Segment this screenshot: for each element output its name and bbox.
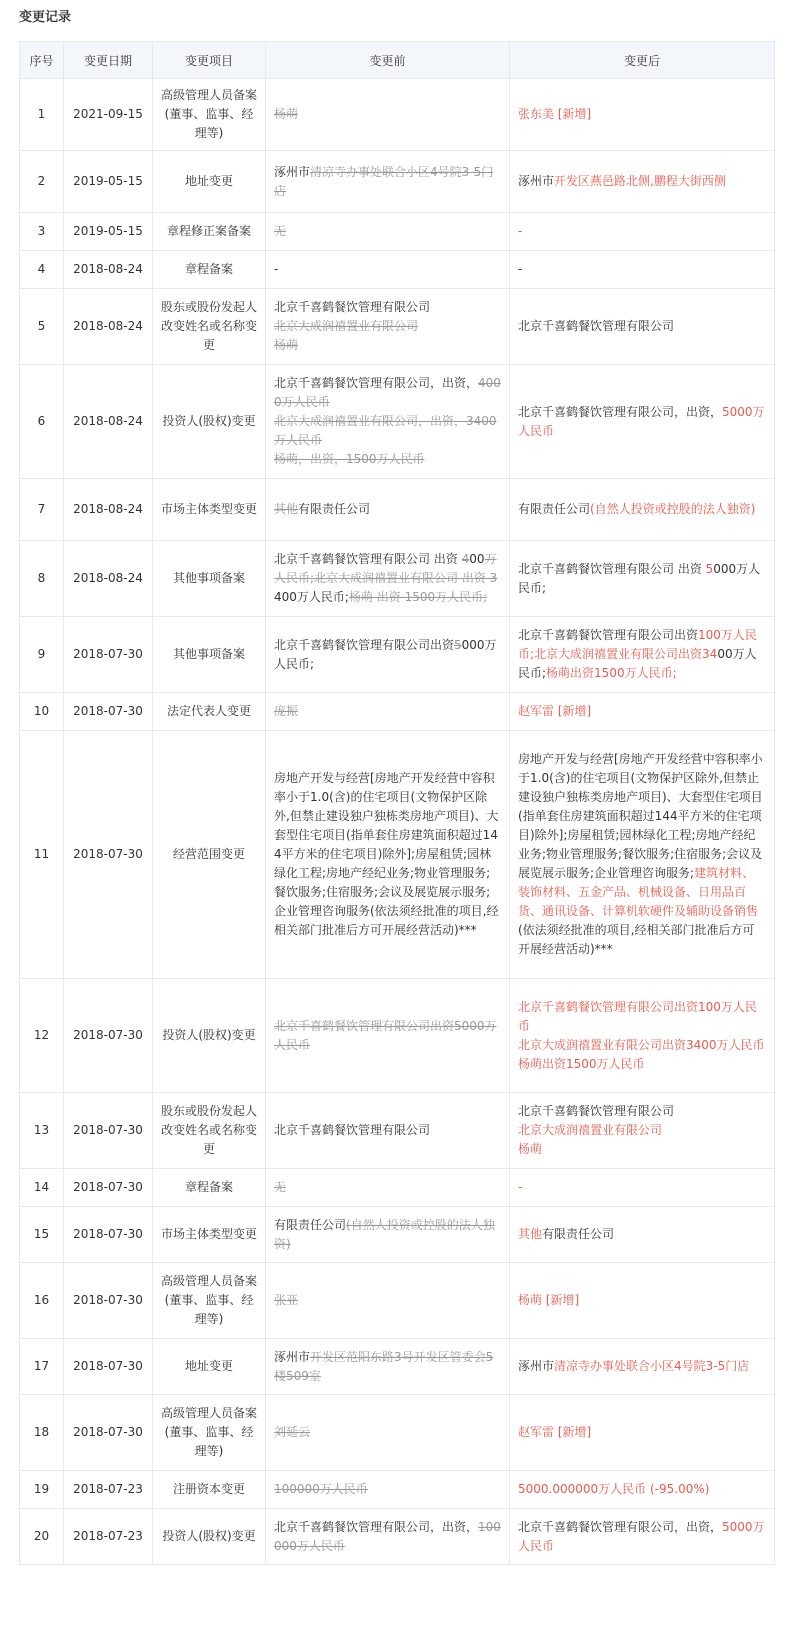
row-date: 2018-07-30	[64, 693, 153, 731]
row-item: 投资人(股权)变更	[153, 1509, 266, 1565]
unchanged-text: 000万人民币;	[274, 637, 497, 671]
added-text: 5000万人民币	[518, 404, 765, 438]
header-date: 变更日期	[64, 42, 153, 79]
row-index: 16	[20, 1263, 64, 1339]
added-text: 开发区燕邑路北侧,鹏程大街西侧	[554, 174, 726, 188]
header-before: 变更前	[266, 42, 510, 79]
row-before	[266, 1093, 510, 1169]
table-row	[20, 1169, 775, 1207]
removed-text: 100000万人民币	[274, 1519, 501, 1553]
removed-text: 张亚	[274, 1293, 299, 1307]
row-item: 经营范围变更	[153, 731, 266, 979]
row-after	[510, 1263, 775, 1339]
row-item: 股东或股份发起人改变姓名或名称变更	[153, 289, 266, 365]
header-after: 变更后	[510, 42, 775, 79]
row-item: 股东或股份发起人改变姓名或名称变更	[153, 1093, 266, 1169]
row-item: 高级管理人员备案(董事、监事、经理等)	[153, 1395, 266, 1471]
removed-text: 万人民币;北京大成润禧置业有限公司 出资 3	[274, 552, 498, 585]
row-index: 7	[20, 479, 64, 541]
row-before	[266, 1207, 510, 1263]
unchanged-text: 北京千喜鹤餐饮管理有限公司	[274, 300, 431, 314]
table-row	[20, 731, 775, 979]
row-before	[266, 79, 510, 151]
unchanged-text: 房地产开发与经营[房地产开发经营中容积率小于1.0(含)的住宅项目(文物保护区除外,但禁止建设独户独栋类房地产项目)、大套型住宅项目(指单套住房建筑面积超过144平方米的住宅项目)除外];房屋租赁;园林绿化工程;房地产经纪业务;物业管理服务;餐饮服务;住宿服务;会议及展览展示服务;企业管理咨询服务(依法须经批准的项目,经相关部门批准后方可开展经营活动)***	[274, 771, 499, 937]
unchanged-text: 北京千喜鹤餐饮管理有限公司	[518, 1104, 675, 1118]
row-before	[266, 151, 510, 213]
removed-text: 杨萌	[274, 107, 299, 121]
table-row	[20, 617, 775, 693]
table-row	[20, 1395, 775, 1471]
unchanged-text: 房地产开发与经营[房地产开发经营中容积率小于1.0(含)的住宅项目(文物保护区除外,但禁止建设独户独栋类房地产项目)、大套型住宅项目(指单套住房建筑面积超过144平方米的住宅项目)除外];房屋租赁;园林绿化工程;房地产经纪业务;物业管理服务;餐饮服务;住宿服务;会议及展览展示服务;企业管理咨询服务;	[518, 752, 763, 880]
added-text: 杨萌 [新增]	[518, 1293, 580, 1307]
row-date: 2021-09-15	[64, 79, 153, 151]
unchanged-text: 涿州市	[518, 1359, 555, 1373]
change-record-table	[19, 41, 775, 1565]
row-before	[266, 693, 510, 731]
row-before	[266, 731, 510, 979]
row-item: 高级管理人员备案(董事、监事、经理等)	[153, 79, 266, 151]
row-before	[266, 617, 510, 693]
row-index: 14	[20, 1169, 64, 1207]
unchanged-text: 涿州市	[274, 164, 311, 179]
row-item: 投资人(股权)变更	[153, 979, 266, 1093]
removed-text: 杨萌	[274, 338, 299, 352]
row-after	[510, 79, 775, 151]
row-item: 其他事项备案	[153, 617, 266, 693]
row-after	[510, 731, 775, 979]
row-before	[266, 213, 510, 251]
unchanged-text: 00	[469, 552, 485, 566]
unchanged-text: (依法须经批准的项目,经相关部门批准后方可开展经营活动)***	[518, 923, 755, 956]
row-item: 市场主体类型变更	[153, 1207, 266, 1263]
row-index: 1	[20, 79, 64, 151]
row-before	[266, 479, 510, 541]
removed-text: 杨萌 出资 1500万人民币;	[348, 590, 488, 604]
row-index: 9	[20, 617, 64, 693]
row-date: 2019-05-15	[64, 213, 153, 251]
added-text: 5000万人民币	[518, 1519, 765, 1553]
row-after	[510, 251, 775, 289]
table-row	[20, 1093, 775, 1169]
row-index: 18	[20, 1395, 64, 1471]
added-text: 赵军雷 [新增]	[518, 704, 592, 718]
page-title: 变更记录	[19, 10, 72, 25]
row-date: 2018-07-23	[64, 1471, 153, 1509]
row-after	[510, 365, 775, 479]
removed-text: 清凉寺办事处联合小区4号院3-5门店	[274, 164, 494, 198]
row-date: 2018-07-30	[64, 617, 153, 693]
unchanged-text: 北京千喜鹤餐饮管理有限公司出资	[274, 637, 455, 652]
row-index: 17	[20, 1339, 64, 1395]
removed-text: 庞振	[274, 704, 299, 718]
row-date: 2018-07-30	[64, 1207, 153, 1263]
removed-text: (自然人投资或控股的法人独资)	[274, 1217, 495, 1251]
row-index: 3	[20, 213, 64, 251]
row-after	[510, 1395, 775, 1471]
row-date: 2018-07-30	[64, 1169, 153, 1207]
removed-text: 北京大成润禧置业有限公司	[274, 319, 419, 333]
unchanged-text: 北京千喜鹤餐饮管理有限公司，出资，	[274, 376, 479, 390]
row-index: 4	[20, 251, 64, 289]
row-after	[510, 1339, 775, 1395]
row-date: 2018-07-30	[64, 1093, 153, 1169]
row-date: 2018-08-24	[64, 251, 153, 289]
removed-text: 北京大成润禧置业有限公司，出资，3400万人民币	[274, 414, 497, 447]
row-after	[510, 1509, 775, 1565]
row-item: 章程备案	[153, 251, 266, 289]
table-row	[20, 151, 775, 213]
removed-text: 杨萌，出资，1500万人民币	[274, 452, 425, 466]
unchanged-text: -	[518, 262, 523, 276]
removed-text: 其他	[274, 502, 299, 516]
row-index: 2	[20, 151, 64, 213]
unchanged-text: 00万人民币;	[518, 647, 757, 680]
added-text: 建筑材料、装饰材料、五金产品、机械设备、日用品百货、通讯设备、计算机软硬件及辅助设备销售	[518, 866, 759, 918]
row-index: 5	[20, 289, 64, 365]
table-body	[20, 79, 775, 1565]
added-text: 张东美 [新增]	[518, 107, 592, 121]
added-text: 杨萌出资1500万人民币	[518, 1056, 645, 1071]
row-item: 其他事项备案	[153, 541, 266, 617]
removed-text: 刘延云	[274, 1425, 311, 1439]
added-text: 杨萌出资1500万人民币;	[546, 666, 677, 680]
row-item: 市场主体类型变更	[153, 479, 266, 541]
row-date: 2018-08-24	[64, 479, 153, 541]
row-index: 12	[20, 979, 64, 1093]
row-date: 2019-05-15	[64, 151, 153, 213]
row-before	[266, 289, 510, 365]
row-item: 地址变更	[153, 151, 266, 213]
row-item: 高级管理人员备案(董事、监事、经理等)	[153, 1263, 266, 1339]
unchanged-text: 北京千喜鹤餐饮管理有限公司	[518, 319, 675, 333]
added-text: -	[518, 1180, 523, 1194]
row-before	[266, 365, 510, 479]
unchanged-text: 涿州市	[518, 174, 555, 188]
removed-text: 无	[274, 1180, 287, 1194]
unchanged-text: 北京千喜鹤餐饮管理有限公司	[274, 1123, 431, 1137]
added-text: 清凉寺办事处联合小区4号院3-5门店	[554, 1359, 750, 1373]
table-row	[20, 289, 775, 365]
removed-text: 5	[454, 637, 462, 652]
table-header-row	[20, 42, 775, 79]
unchanged-text: -	[274, 262, 279, 276]
table-row	[20, 213, 775, 251]
row-date: 2018-07-23	[64, 1509, 153, 1565]
table-row	[20, 251, 775, 289]
row-date: 2018-07-30	[64, 979, 153, 1093]
row-date: 2018-08-24	[64, 289, 153, 365]
row-date: 2018-07-30	[64, 1395, 153, 1471]
table-row	[20, 79, 775, 151]
row-after	[510, 693, 775, 731]
added-text: 5000.000000万人民币 (-95.00%)	[518, 1482, 710, 1496]
removed-text: 4000万人民币	[274, 376, 501, 409]
row-before	[266, 1471, 510, 1509]
added-text: 100万人民币;北京大成润禧置业有限公司出资34	[518, 628, 757, 661]
row-after	[510, 617, 775, 693]
unchanged-text: 有限责任公司	[298, 502, 371, 516]
table-row	[20, 1471, 775, 1509]
row-before	[266, 251, 510, 289]
row-date: 2018-08-24	[64, 365, 153, 479]
removed-text: 开发区范阳东路3号开发区管委会5楼509室	[274, 1349, 494, 1383]
row-after	[510, 213, 775, 251]
unchanged-text: 北京千喜鹤餐饮管理有限公司，出资，	[518, 1519, 723, 1534]
unchanged-text: 北京千喜鹤餐饮管理有限公司，出资，	[518, 404, 723, 419]
table-row	[20, 1263, 775, 1339]
row-after	[510, 1169, 775, 1207]
row-index: 10	[20, 693, 64, 731]
row-after	[510, 1207, 775, 1263]
row-before	[266, 1263, 510, 1339]
row-index: 15	[20, 1207, 64, 1263]
row-before	[266, 979, 510, 1093]
removed-text: 4	[461, 552, 470, 566]
added-text: (自然人投资或控股的法人独资)	[590, 502, 756, 516]
unchanged-text: 000万人民币;	[518, 561, 761, 595]
row-after	[510, 151, 775, 213]
unchanged-text: 北京千喜鹤餐饮管理有限公司 出资	[274, 552, 462, 566]
row-index: 13	[20, 1093, 64, 1169]
table-row	[20, 1509, 775, 1565]
table-row	[20, 479, 775, 541]
unchanged-text: 有限责任公司	[518, 502, 591, 516]
row-item: 章程备案	[153, 1169, 266, 1207]
row-date: 2018-07-30	[64, 731, 153, 979]
row-after	[510, 1093, 775, 1169]
row-before	[266, 1509, 510, 1565]
row-date: 2018-07-30	[64, 1339, 153, 1395]
row-item: 章程修正案备案	[153, 213, 266, 251]
added-text: 赵军雷 [新增]	[518, 1425, 592, 1439]
added-text: 其他	[518, 1227, 543, 1241]
added-text: 杨萌	[518, 1142, 543, 1156]
unchanged-text: 涿州市	[274, 1349, 311, 1364]
row-before	[266, 541, 510, 617]
header-item: 变更项目	[153, 42, 266, 79]
table-row	[20, 1207, 775, 1263]
unchanged-text: 400万人民币;	[274, 590, 349, 604]
row-index: 20	[20, 1509, 64, 1565]
row-after	[510, 1471, 775, 1509]
header-index: 序号	[20, 42, 64, 79]
removed-text: 北京千喜鹤餐饮管理有限公司出资5000万人民币	[274, 1018, 497, 1052]
row-item: 注册资本变更	[153, 1471, 266, 1509]
unchanged-text: 北京千喜鹤餐饮管理有限公司出资	[518, 628, 699, 642]
row-index: 6	[20, 365, 64, 479]
added-text: 5	[705, 561, 714, 576]
table-row	[20, 979, 775, 1093]
unchanged-text: 有限责任公司	[542, 1227, 615, 1241]
unchanged-text: 有限责任公司	[274, 1217, 347, 1232]
row-after	[510, 541, 775, 617]
table-row	[20, 365, 775, 479]
row-before	[266, 1395, 510, 1471]
row-index: 8	[20, 541, 64, 617]
row-date: 2018-08-24	[64, 541, 153, 617]
removed-text: 100000万人民币	[274, 1482, 368, 1496]
row-index: 19	[20, 1471, 64, 1509]
row-date: 2018-07-30	[64, 1263, 153, 1339]
table-row	[20, 1339, 775, 1395]
row-after	[510, 979, 775, 1093]
row-after	[510, 479, 775, 541]
table-row	[20, 541, 775, 617]
added-text: 北京千喜鹤餐饮管理有限公司出资100万人民币	[518, 999, 757, 1033]
added-text: 北京大成润禧置业有限公司出资3400万人民币	[518, 1037, 765, 1052]
row-after	[510, 289, 775, 365]
row-before	[266, 1339, 510, 1395]
added-text: 北京大成润禧置业有限公司	[518, 1123, 663, 1137]
row-before	[266, 1169, 510, 1207]
row-item: 地址变更	[153, 1339, 266, 1395]
added-text: -	[518, 224, 523, 238]
row-index: 11	[20, 731, 64, 979]
unchanged-text: 北京千喜鹤餐饮管理有限公司，出资，	[274, 1519, 479, 1534]
removed-text: 无	[274, 224, 287, 238]
row-item: 法定代表人变更	[153, 693, 266, 731]
unchanged-text: 北京千喜鹤餐饮管理有限公司 出资	[518, 561, 706, 576]
table-row	[20, 693, 775, 731]
row-item: 投资人(股权)变更	[153, 365, 266, 479]
